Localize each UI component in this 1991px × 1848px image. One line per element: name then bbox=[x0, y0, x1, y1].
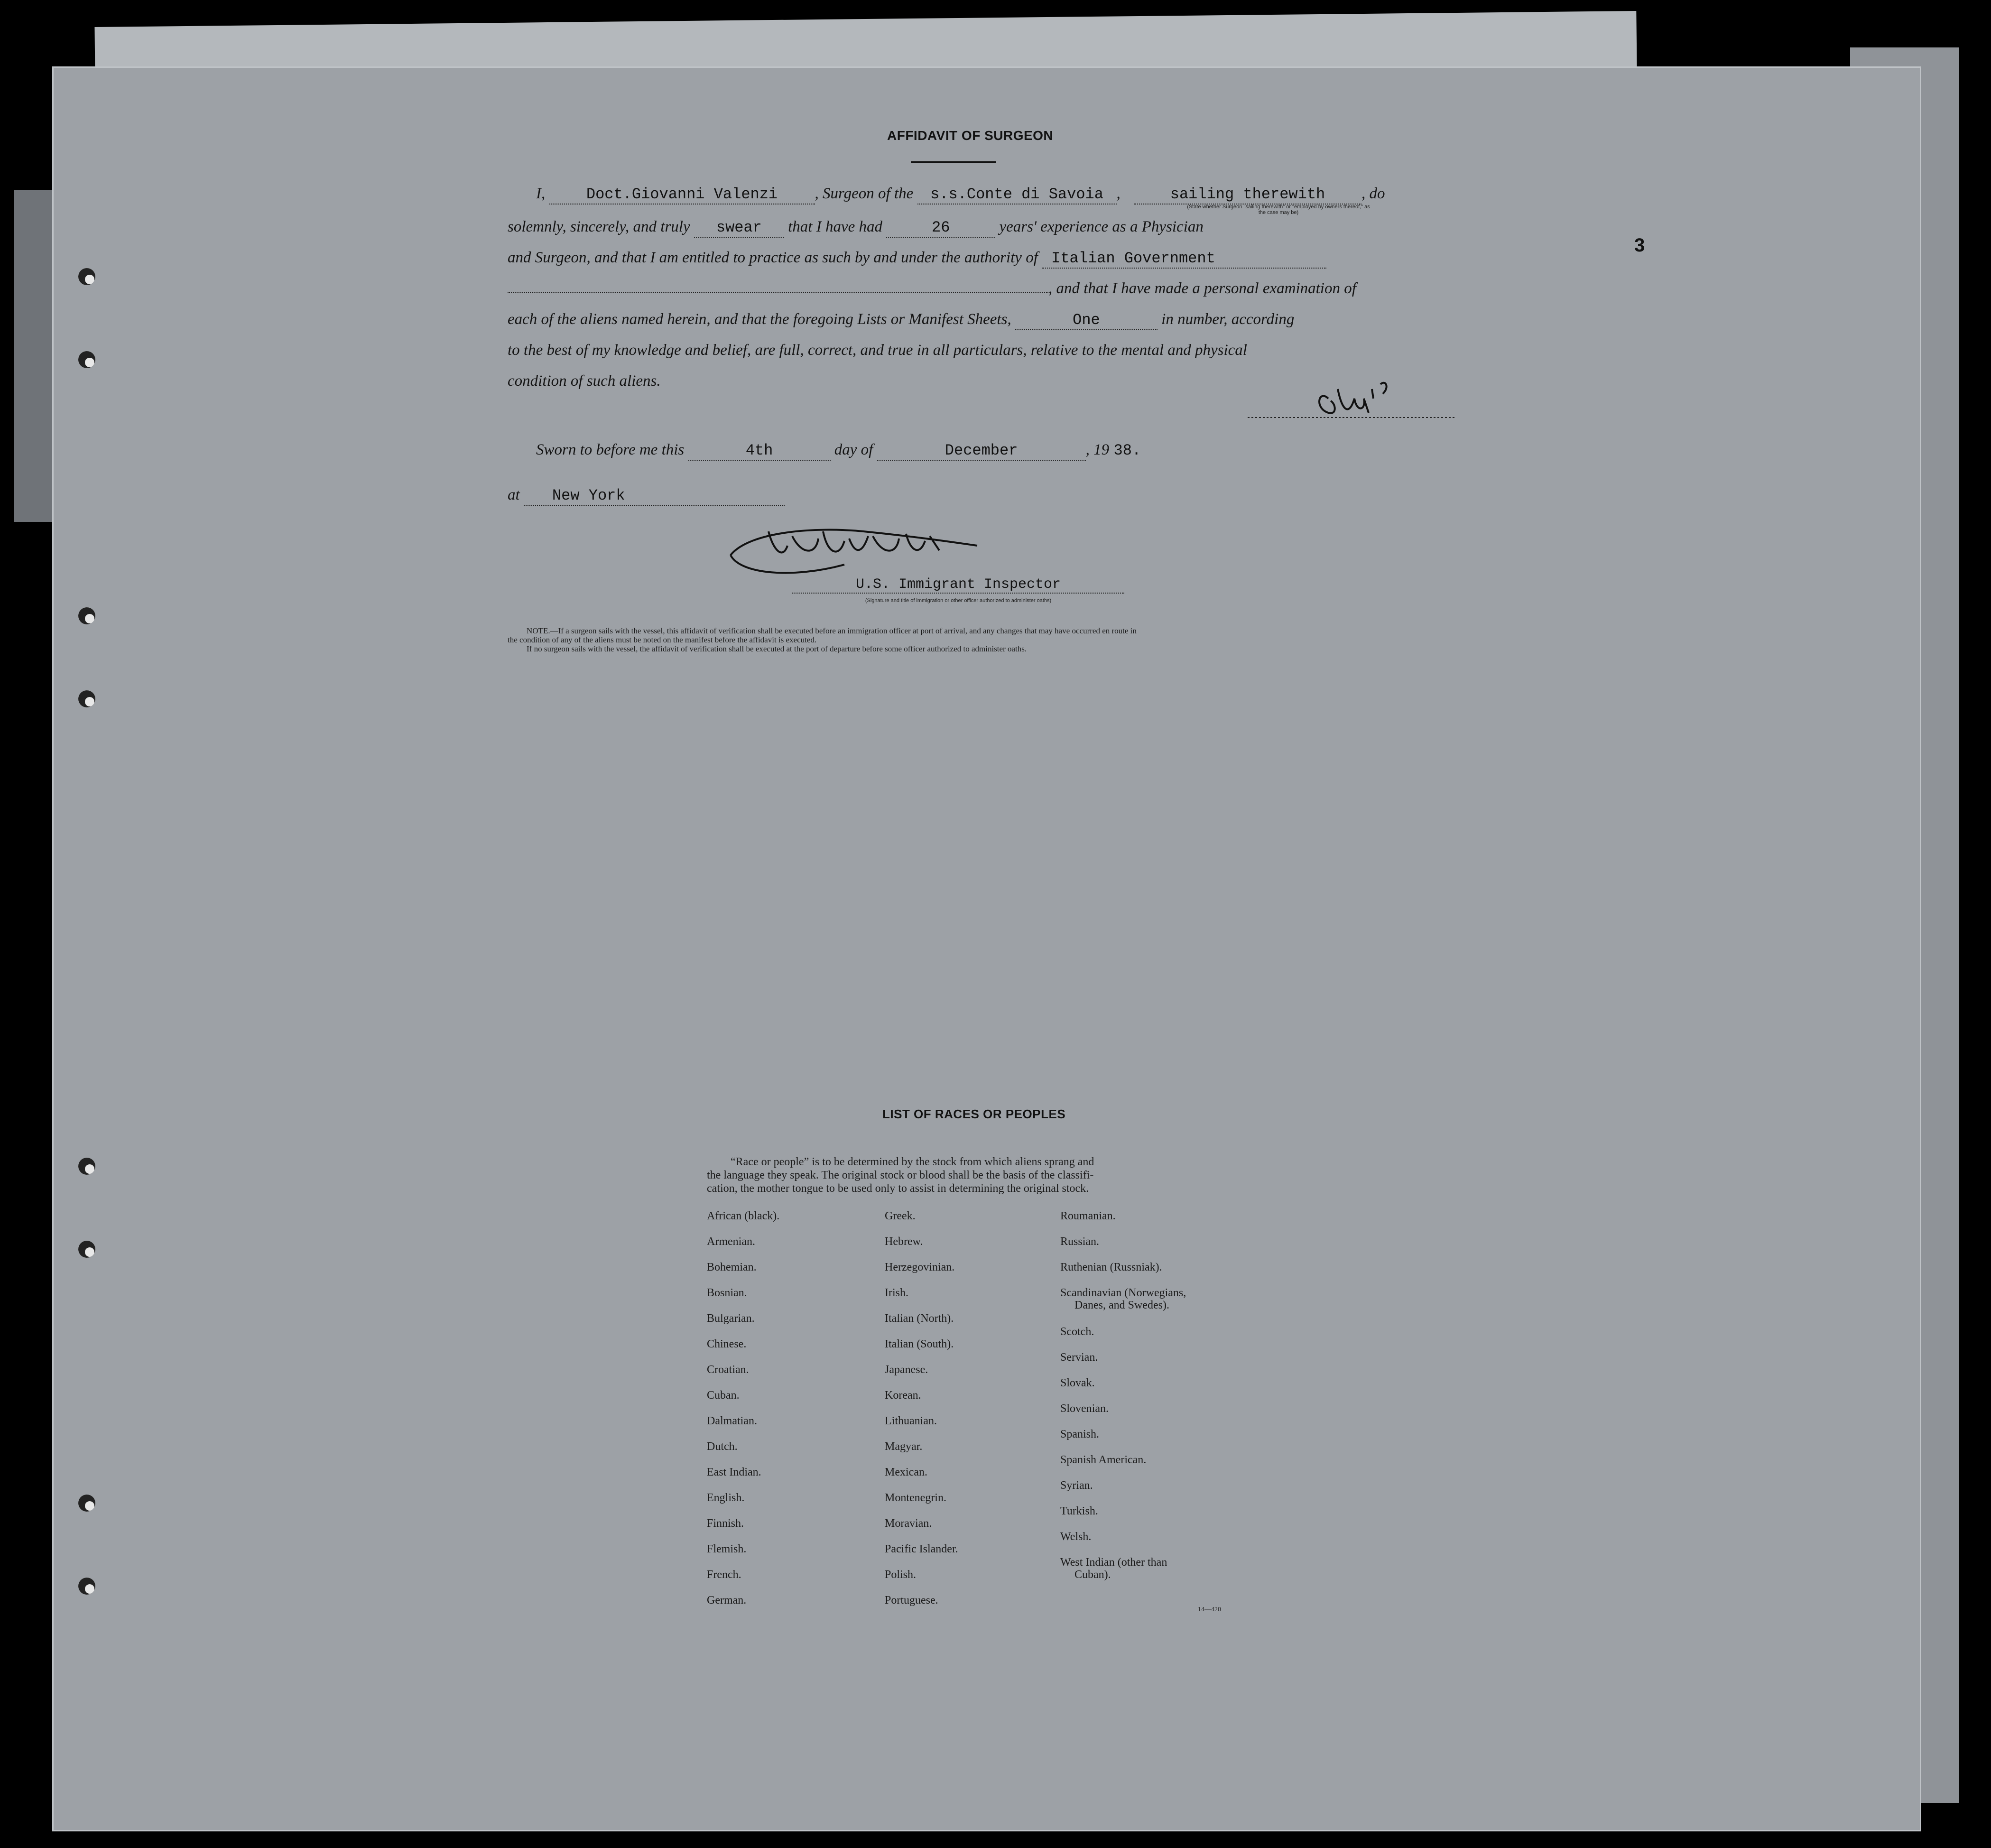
sworn-day-field: 4th bbox=[688, 442, 831, 461]
race-item bbox=[1060, 1377, 1095, 1389]
race-item-line-2: Danes, and Swedes). bbox=[1074, 1299, 1169, 1311]
race-item bbox=[1060, 1210, 1116, 1222]
line2-prefix: solemnly, sincerely, and truly bbox=[508, 218, 690, 235]
sworn-line bbox=[536, 441, 1141, 461]
punch-hole bbox=[78, 1578, 95, 1595]
line3-prefix: and Surgeon, and that I am entitled to practice as such by and under the authority of bbox=[508, 249, 1038, 266]
race-item: Bohemian. bbox=[707, 1261, 757, 1273]
race-item: Italian (North). bbox=[885, 1312, 954, 1325]
line2-suffix: years' experience as a Physician bbox=[999, 218, 1204, 235]
affidavit-line-6: to the best of my knowledge and belief, are full, correct, and true in all particulars, relative to the mental and physical bbox=[508, 342, 1247, 359]
surgeon-name-field: Doct.Giovanni Valenzi bbox=[549, 186, 815, 204]
line1-suffix: , do bbox=[1361, 185, 1385, 202]
at-prefix: at bbox=[508, 486, 520, 503]
form-number: 14—420 bbox=[1198, 1606, 1221, 1613]
race-item-line-1: Scandinavian (Norwegians, bbox=[1060, 1287, 1186, 1299]
punch-hole bbox=[78, 690, 95, 707]
race-item-line-1: Russian. bbox=[1060, 1235, 1100, 1248]
race-item: Bosnian. bbox=[707, 1287, 747, 1299]
sailing-field: sailing therewith bbox=[1134, 186, 1361, 204]
title-underline bbox=[911, 161, 996, 163]
race-item bbox=[1060, 1235, 1099, 1248]
affidavit-line-4 bbox=[508, 280, 1356, 297]
race-item-line-1: Welsh. bbox=[1060, 1531, 1092, 1543]
punch-hole bbox=[78, 1495, 95, 1512]
affidavit-line-3 bbox=[508, 249, 1326, 269]
race-item bbox=[1060, 1531, 1091, 1543]
race-item: Montenegrin. bbox=[885, 1492, 946, 1504]
sworn-year-field: 38. bbox=[1113, 442, 1141, 459]
affidavit-line-7: condition of such aliens. bbox=[508, 372, 661, 390]
race-item-line-1: Ruthenian (Russniak). bbox=[1060, 1261, 1162, 1273]
race-item: Japanese. bbox=[885, 1364, 928, 1376]
line1-comma: , bbox=[1116, 185, 1121, 202]
surgeon-signature bbox=[1248, 370, 1456, 422]
race-item: Korean. bbox=[885, 1389, 921, 1402]
race-item: Irish. bbox=[885, 1287, 908, 1299]
race-item: English. bbox=[707, 1492, 745, 1504]
race-item: Croatian. bbox=[707, 1364, 749, 1376]
line1-prefix: I, bbox=[536, 185, 546, 202]
race-item bbox=[1060, 1261, 1162, 1273]
race-item-line-1: Slovak. bbox=[1060, 1377, 1095, 1389]
manifest-page bbox=[52, 66, 1921, 1831]
years-field: 26 bbox=[886, 219, 995, 238]
affidavit-line-2 bbox=[508, 218, 1204, 238]
sworn-prefix: Sworn to before me this bbox=[536, 441, 685, 458]
affidavit-title: AFFIDAVIT OF SURGEON bbox=[887, 128, 1054, 143]
race-item-line-1: Servian. bbox=[1060, 1351, 1098, 1364]
race-item-line-1: Scotch. bbox=[1060, 1326, 1094, 1338]
race-item: Hebrew. bbox=[885, 1235, 923, 1248]
race-item: East Indian. bbox=[707, 1466, 761, 1478]
race-item: Armenian. bbox=[707, 1235, 755, 1248]
race-item: Finnish. bbox=[707, 1517, 744, 1530]
inspector-instruction: (Signature and title of immigration or other officer authorized to administer oaths) bbox=[865, 598, 1052, 604]
race-item: German. bbox=[707, 1594, 747, 1607]
line2-mid: that I have had bbox=[788, 218, 882, 235]
affidavit-note bbox=[508, 626, 1494, 653]
race-item: African (black). bbox=[707, 1210, 780, 1222]
race-item: Flemish. bbox=[707, 1543, 747, 1555]
race-item: Dutch. bbox=[707, 1440, 738, 1453]
race-item: Portuguese. bbox=[885, 1594, 938, 1607]
line4-text: , and that I have made a personal examination of bbox=[1048, 280, 1356, 297]
race-item-line-1: Syrian. bbox=[1060, 1479, 1093, 1492]
line5-prefix: each of the aliens named herein, and that the foregoing Lists or Manifest Sheets, bbox=[508, 311, 1011, 328]
place-line bbox=[508, 486, 785, 506]
race-item: Italian (South). bbox=[885, 1338, 954, 1350]
race-item bbox=[1060, 1351, 1098, 1364]
race-item-line-1: Slovenian. bbox=[1060, 1402, 1109, 1415]
place-field: New York bbox=[524, 487, 785, 506]
race-item: Moravian. bbox=[885, 1517, 932, 1530]
punch-hole bbox=[78, 268, 95, 285]
note-line-1: NOTE.—If a surgeon sails with the vessel, this affidavit of verification shall be executed before an immigration officer at port of arrival, and any changes that may have occurred en route in bbox=[527, 626, 1137, 635]
affidavit-line-1 bbox=[536, 185, 1385, 204]
sworn-year-prefix: , 19 bbox=[1085, 441, 1110, 458]
race-item: Chinese. bbox=[707, 1338, 747, 1350]
note-line-3: If no surgeon sails with the vessel, the affidavit of verification shall be executed at the port of departure before some officer authorized to administer oaths. bbox=[527, 644, 1027, 653]
races-intro-line-1: “Race or people” is to be determined by the stock from which aliens sprang and bbox=[731, 1156, 1094, 1168]
sheets-field: One bbox=[1015, 311, 1158, 330]
race-item bbox=[1060, 1402, 1109, 1415]
race-item-line-2: Cuban). bbox=[1074, 1569, 1111, 1581]
line1-mid: , Surgeon of the bbox=[815, 185, 914, 202]
race-item bbox=[1060, 1556, 1167, 1581]
sworn-mid: day of bbox=[834, 441, 873, 458]
inspector-signature bbox=[721, 512, 987, 584]
note-line-2: the condition of any of the aliens must be noted on the manifest before the affidavit is executed. bbox=[508, 635, 817, 644]
race-item bbox=[1060, 1326, 1094, 1338]
race-item-line-1: Roumanian. bbox=[1060, 1210, 1116, 1222]
punch-hole bbox=[78, 351, 95, 368]
race-item-line-1: Spanish. bbox=[1060, 1428, 1100, 1440]
punch-hole bbox=[78, 1158, 95, 1175]
race-item: Mexican. bbox=[885, 1466, 927, 1478]
authority-field: Italian Government bbox=[1042, 250, 1326, 269]
race-item-line-1: Spanish American. bbox=[1060, 1454, 1147, 1466]
race-item-line-1: Turkish. bbox=[1060, 1505, 1098, 1517]
sworn-month-field: December bbox=[877, 442, 1086, 461]
affidavit-line-5 bbox=[508, 311, 1294, 330]
race-item bbox=[1060, 1428, 1099, 1440]
punch-hole bbox=[78, 607, 95, 624]
race-item bbox=[1060, 1479, 1093, 1492]
ship-name-field: s.s.Conte di Savoia bbox=[917, 186, 1117, 204]
race-item: Pacific Islander. bbox=[885, 1543, 958, 1555]
oath-field: swear bbox=[694, 219, 784, 238]
race-item: French. bbox=[707, 1569, 741, 1581]
race-item: Dalmatian. bbox=[707, 1415, 757, 1427]
punch-hole bbox=[78, 1241, 95, 1258]
races-title: LIST OF RACES OR PEOPLES bbox=[882, 1107, 1066, 1121]
race-item bbox=[1060, 1287, 1186, 1311]
races-intro bbox=[707, 1155, 1243, 1195]
authority-continuation-field bbox=[508, 292, 1048, 293]
race-item: Magyar. bbox=[885, 1440, 923, 1453]
race-item: Polish. bbox=[885, 1569, 917, 1581]
page-number: 3 bbox=[1634, 235, 1645, 256]
race-item bbox=[1060, 1454, 1146, 1466]
race-item: Herzegovinian. bbox=[885, 1261, 955, 1273]
race-item-line-1: West Indian (other than bbox=[1060, 1556, 1167, 1569]
race-item: Greek. bbox=[885, 1210, 916, 1222]
race-item: Bulgarian. bbox=[707, 1312, 755, 1325]
race-item: Lithuanian. bbox=[885, 1415, 937, 1427]
sailing-instruction: (State whether Surgeon "sailing therewith" or "employed by owners thereof," as the case may be) bbox=[1187, 204, 1370, 215]
race-item bbox=[1060, 1505, 1098, 1517]
races-intro-line-3: cation, the mother tongue to be used only to assist in determining the original stock. bbox=[707, 1182, 1089, 1195]
race-item: Cuban. bbox=[707, 1389, 740, 1402]
inspector-title: U.S. Immigrant Inspector bbox=[792, 576, 1124, 594]
line5-suffix: in number, according bbox=[1161, 311, 1295, 328]
races-intro-line-2: the language they speak. The original stock or blood shall be the basis of the classifi- bbox=[707, 1169, 1094, 1181]
